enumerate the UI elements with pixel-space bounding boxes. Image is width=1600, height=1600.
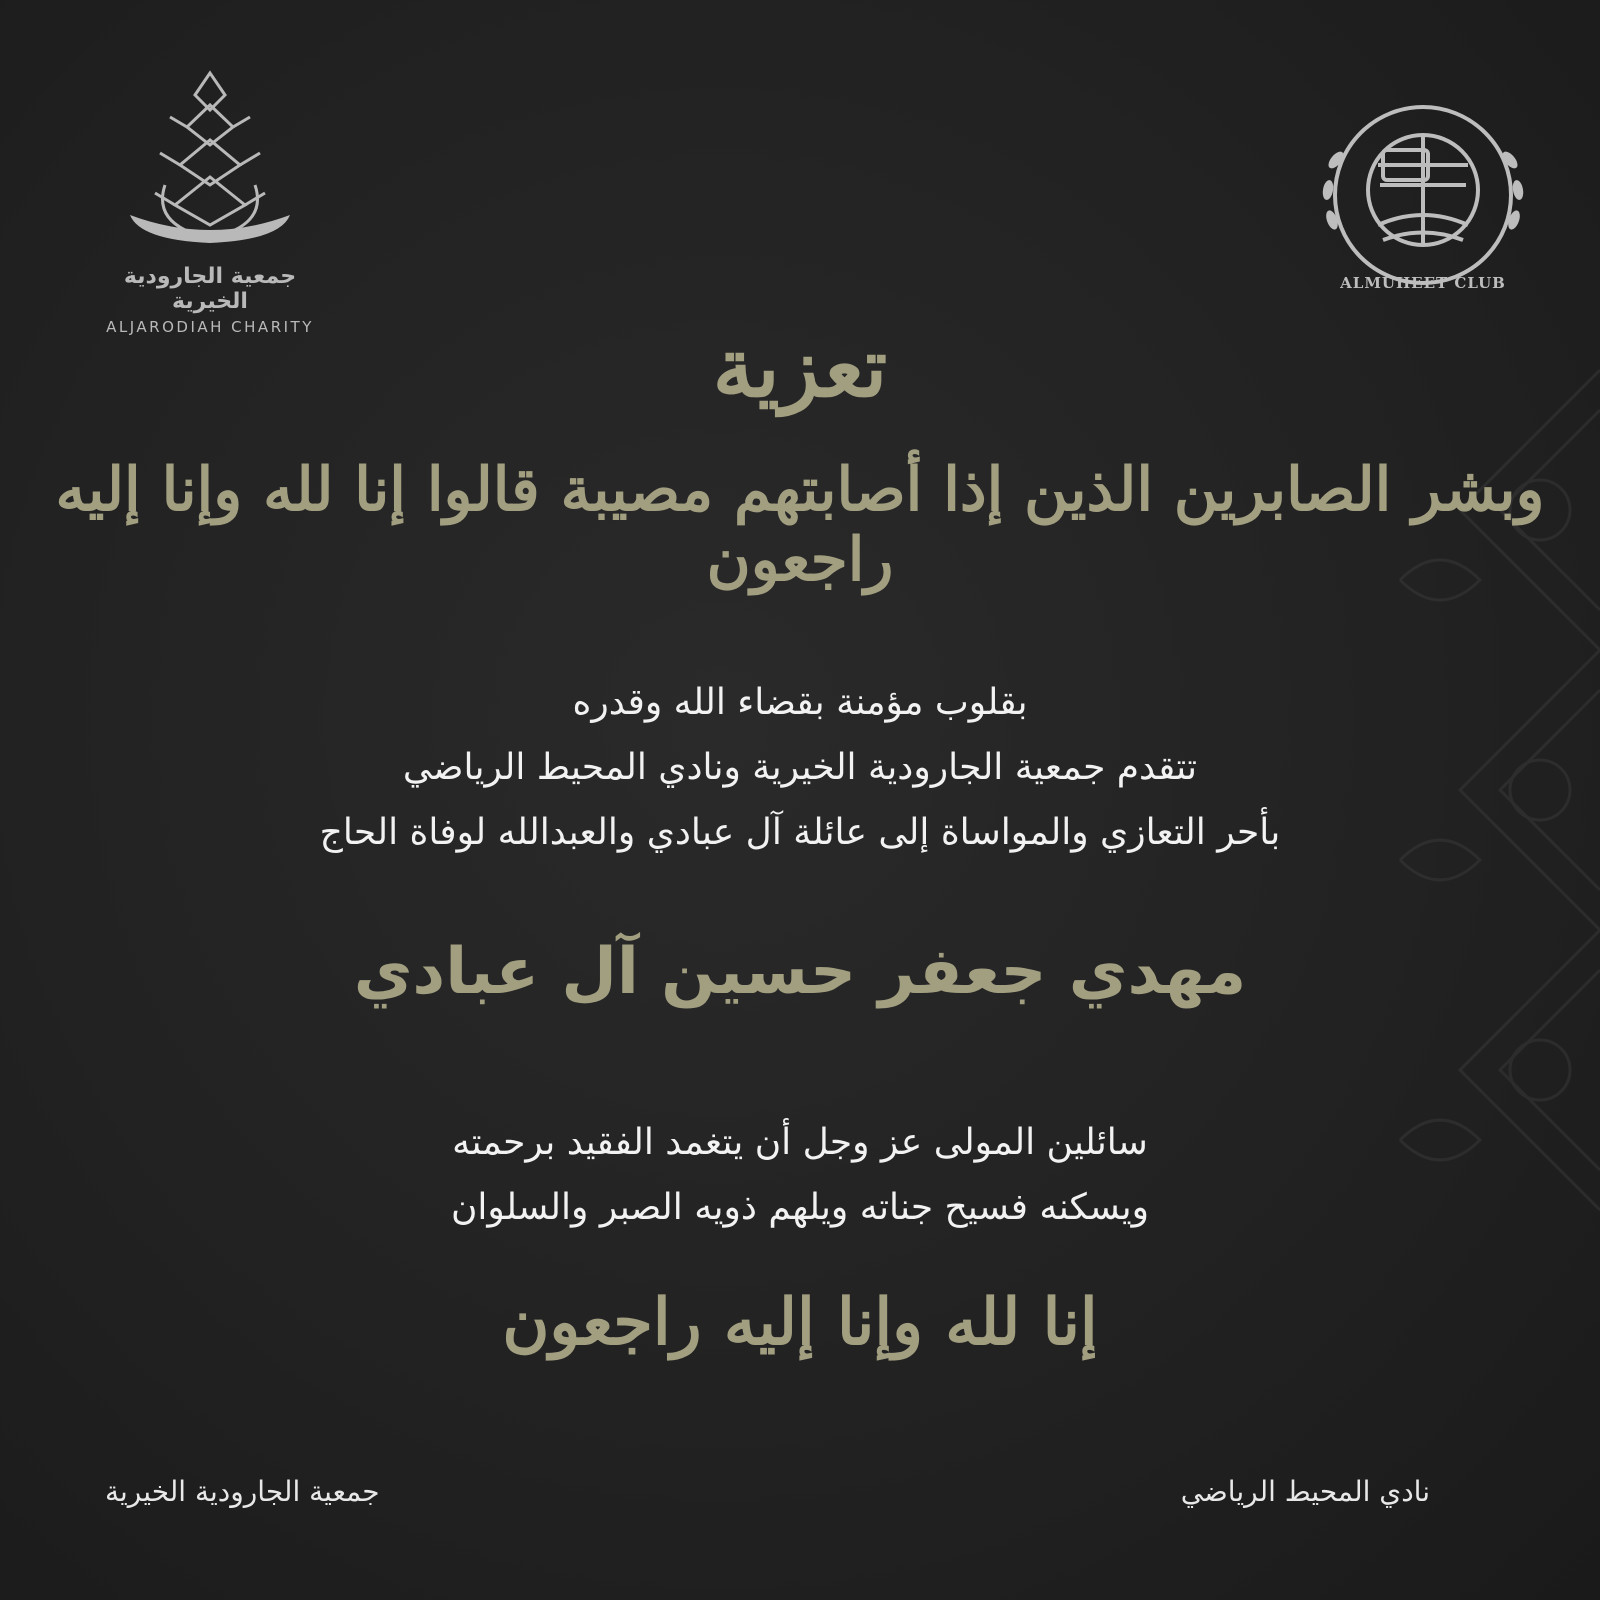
quran-verse: وبشر الصابرين الذين إذا أصابتهم مصيبة قالوا إنا لله وإنا إليه راجعون xyxy=(55,455,1545,595)
message-line-1: بقلوب مؤمنة بقضاء الله وقدره xyxy=(572,682,1028,723)
closing-phrase: إنا لله وإنا إليه راجعون xyxy=(502,1285,1098,1360)
footer-club-name: نادي المحيط الرياضي xyxy=(1180,1475,1430,1508)
message-line-5: ويسكنه فسيح جناته ويلهم ذويه الصبر والسلوان xyxy=(450,1187,1149,1228)
deceased-name: مهدي جعفر حسين آل عبادي xyxy=(353,935,1247,1009)
almuheet-english-name: ALMUHEET CLUB xyxy=(1340,274,1506,292)
footer-charity-name: جمعية الجارودية الخيرية xyxy=(105,1475,380,1508)
message-intro xyxy=(0,670,1600,865)
condolence-title: تعزية xyxy=(712,320,888,416)
message-line-4: سائلين المولى عز وجل أن يتغمد الفقيد برحمته xyxy=(452,1122,1148,1163)
almuheet-logo xyxy=(1308,90,1538,320)
aljarodiah-logo xyxy=(95,65,325,336)
message-line-2: تتقدم جمعية الجارودية الخيرية ونادي المحيط الرياضي xyxy=(402,747,1198,788)
aljarodiah-english-name: ALJARODIAH CHARITY xyxy=(106,318,314,336)
message-line-3: بأحر التعازي والمواساة إلى عائلة آل عبادي والعبدالله لوفاة الحاج xyxy=(319,812,1281,853)
aljarodiah-arabic-name: جمعية الجارودية الخيرية xyxy=(123,264,297,314)
wheat-ear-icon xyxy=(125,65,295,250)
message-prayer xyxy=(0,1110,1600,1240)
